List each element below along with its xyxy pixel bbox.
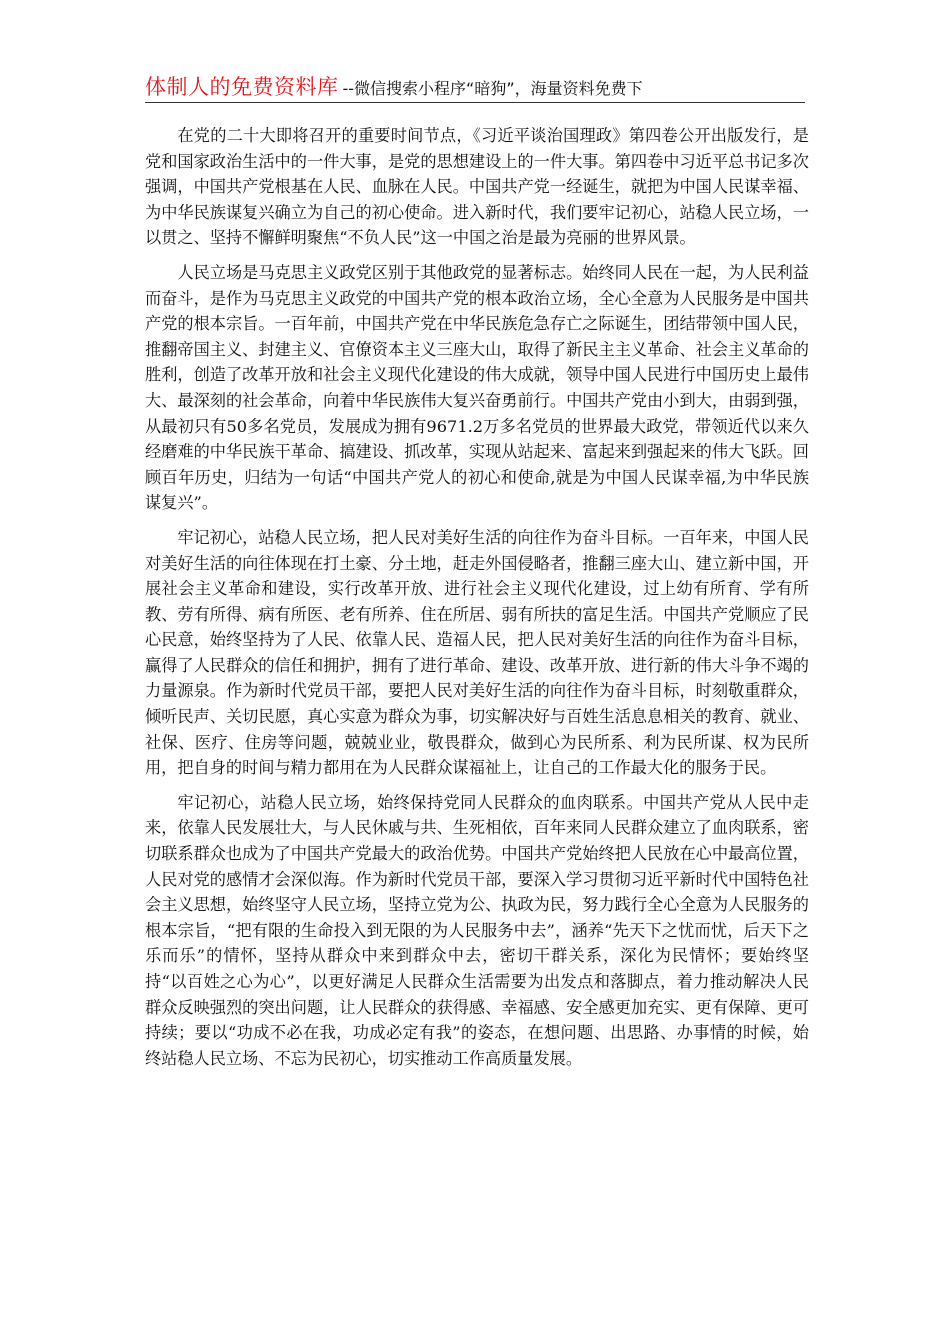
- header-brand-title: 体制人的免费资料库: [145, 75, 339, 99]
- article-body: [145, 123, 809, 1080]
- paragraph-3: 牢记初心，站稳人民立场，把人民对美好生活的向往作为奋斗目标。一百年来，中国人民对美好生活的向往体现在打土豪、分土地，赶走外国侵略者，推翻三座大山、建立新中国，开展社会主义革命和建设，实行改革开放、进行社会主义现代化建设，过上幼有所育、学有所教、劳有所得、病有所医、老有所养、住在所居、弱有所扶的富足生活。中国共产党顺应了民心民意，始终坚持为了人民、依靠人民、造福人民，把人民对美好生活的向往作为奋斗目标，赢得了人民群众的信任和拥护，拥有了进行革命、建设、改革开放、进行新的伟大斗争不竭的力量源泉。作为新时代党员干部，要把人民对美好生活的向往作为奋斗目标，时刻敬重群众，倾听民声、关切民愿，真心实意为群众为事，切实解决好与百姓生活息息相关的教育、就业、社保、医疗、住房等问题，兢兢业业，敬畏群众，做到心为民所系、利为民所谋、权为民所用，把自身的时间与精力都用在为人民群众谋福祉上，让自己的工作最大化的服务于民。: [145, 527, 809, 778]
- paragraph-4: 牢记初心，站稳人民立场，始终保持党同人民群众的血肉联系。中国共产党从人民中走来，依靠人民发展壮大，与人民休戚与共、生死相依，百年来同人民群众建立了血肉联系，密切联系群众也成为了中国共产党最大的政治优势。中国共产党始终把人民放在心中最高位置，人民对党的感情才会深似海。作为新时代党员干部，要深入学习贯彻习近平新时代中国特色社会主义思想，始终坚守人民立场，坚持立党为公、执政为民，努力践行全心全意为人民服务的根本宗旨，“把有限的生命投入到无限的为人民服务中去”，涵养“先天下之忧而忧，后天下之乐而乐”的情怀，坚持从群众中来到群众中去，密切干群关系，深化为民情怀；要始终坚持“以百姓之心为心”，以更好满足人民群众生活需要为出发点和落脚点，着力推动解决人民群众反映强烈的突出问题，让人民群众的获得感、幸福感、安全感更加充实、更有保障、更可持续；要以“功成不必在我，功成必定有我”的姿态，在想问题、出思路、办事情的时候，始终站稳人民立场、不忘为民初心，切实推动工作高质量发展。: [145, 792, 809, 1068]
- page-header: [145, 72, 805, 102]
- header-subtitle: --微信搜索小程序“暗狗”，海量资料免费下: [342, 79, 643, 98]
- paragraph-1: 在党的二十大即将召开的重要时间节点，《习近平谈治国理政》第四卷公开出版发行，是党和国家政治生活中的一件大事，是党的思想建设上的一件大事。第四卷中习近平总书记多次强调，中国共产党根基在人民、血脉在人民。中国共产党一经诞生，就把为中国人民谋幸福、为中华民族谋复兴确立为自己的初心使命。进入新时代，我们要牢记初心，站稳人民立场，一以贯之、坚持不懈鲜明聚焦“不负人民”这一中国之治是最为亮丽的世界风景。: [145, 126, 809, 248]
- header-divider: [145, 102, 805, 103]
- paragraph-2: 人民立场是马克思主义政党区别于其他政党的显著标志。始终同人民在一起，为人民利益而奋斗，是作为马克思主义政党的中国共产党的根本政治立场，全心全意为人民服务是中国共产党的根本宗旨。一百年前，中国共产党在中华民族危急存亡之际诞生，团结带领中国人民，推翻帝国主义、封建主义、官僚资本主义三座大山，取得了新民主主义革命、社会主义革命的胜利，创造了改革开放和社会主义现代化建设的伟大成就，领导中国人民进行中国历史上最伟大、最深刻的社会革命，向着中华民族伟大复兴奋勇前行。中国共产党由小到大，由弱到强，从最初只有50多名党员，发展成为拥有9671.2万多名党员的世界最大政党，带领近代以来久经磨难的中华民族干革命、搞建设、抓改革，实现从站起来、富起来到强起来的伟大飞跃。回顾百年历史，归结为一句话“中国共产党人的初心和使命,就是为中国人民谋幸福,为中华民族谋复兴”。: [145, 262, 809, 513]
